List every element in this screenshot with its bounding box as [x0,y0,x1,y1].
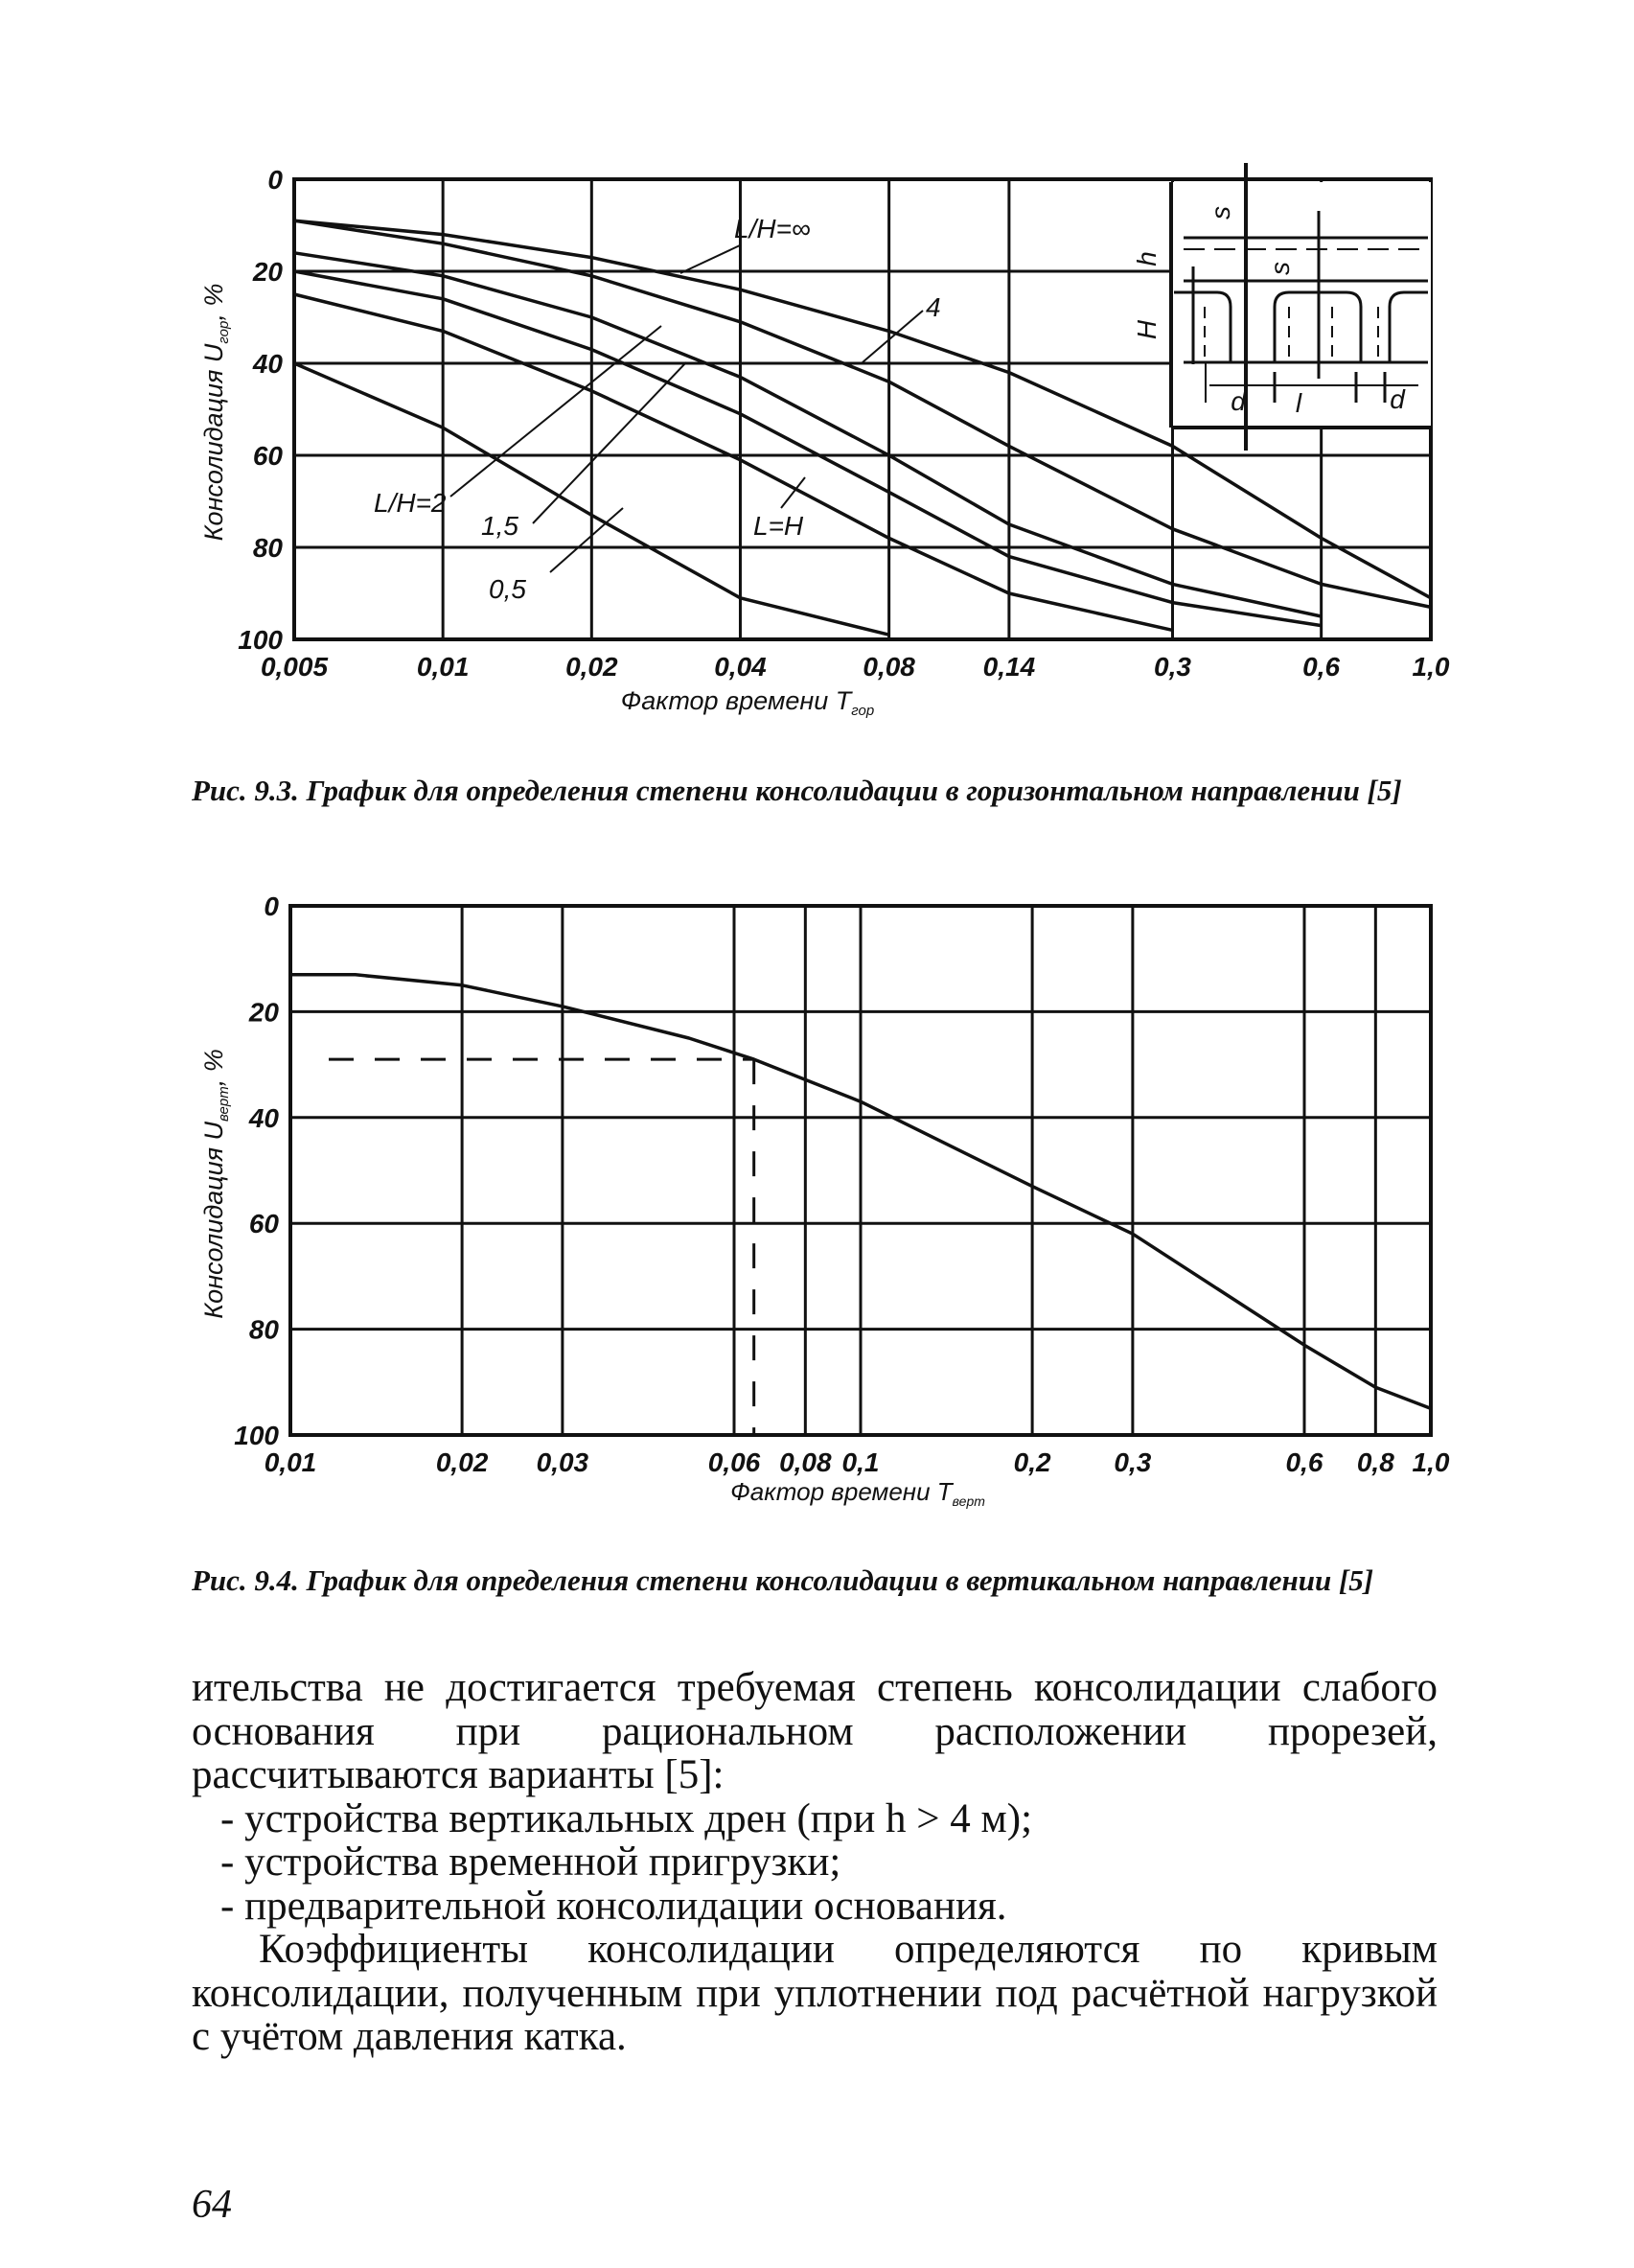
curve-label-1-5: 1,5 [481,511,518,541]
x-axis-label: Фактор времени $T_{верт}$ [730,1477,985,1509]
x-axis-label: Фактор времени $T_{гор}$ [620,686,875,719]
x-tick-label: 0,8 [1356,1447,1394,1477]
x-tick-label: 0,02 [435,1447,489,1477]
vertical-consolidation-chart [0,844,1634,1534]
x-tick-label: 0,1 [841,1447,880,1477]
figure-9-4-caption: Рис. 9.4. График для определения степени консолидации в вертикальном направлении [5] [192,1563,1374,1597]
inset-label: H [1132,319,1162,340]
x-tick-label: 1,0 [1412,1447,1450,1477]
x-tick-label: 0,3 [1154,652,1191,682]
x-tick-label: 0,08 [779,1447,832,1477]
x-tick-label: 0,01 [264,1447,317,1477]
curve-label-leader [550,508,623,572]
x-tick-label: 0,14 [982,652,1036,682]
list-item: - предварительной консолидации основания. [220,1883,1007,1929]
figure-9-3-caption: Рис. 9.3. График для определения степени консолидации в горизонтальном направлении [5] [192,774,1402,807]
y-tick-label: 80 [248,1314,279,1345]
series-line-4 [294,271,1322,626]
curve-label-inf: L/H=∞ [734,214,811,243]
x-tick-label: 0,04 [714,652,767,682]
x-tick-label: 0,02 [565,652,618,682]
inset-label: s [1265,262,1295,275]
y-tick-label: 60 [252,441,283,471]
x-tick-label: 0,2 [1013,1447,1051,1477]
curve-label-2: L/H=2 [374,488,447,518]
x-tick-label: 0,6 [1285,1447,1323,1477]
list-item: - устройства вертикальных дрен (при h > 4 м); [220,1795,1033,1841]
reference-dashed-lines [329,1059,754,1435]
x-tick-label: 0,3 [1114,1447,1152,1477]
curve-label-0-5: 0,5 [489,574,526,604]
curve-label-l-eq-h: L=H [753,511,804,541]
inset-label: h [1132,251,1162,266]
x-tick-label: 0,08 [863,652,915,682]
inset-label: l [1295,388,1302,418]
y-tick-label: 40 [252,349,283,379]
y-tick-label: 80 [252,533,283,563]
body-text [192,1666,1438,2059]
list-item: - устройства временной пригрузки; [220,1840,841,1885]
x-tick-label: 0,06 [707,1447,761,1477]
inset-label: d [1390,384,1405,414]
curve-label-leader [680,245,740,273]
page-number: 64 [192,2183,232,2227]
x-tick-label: 0,01 [416,652,470,682]
x-tick-label: 0,005 [260,652,329,682]
horizontal-consolidation-chart [0,0,1634,748]
inset-label: s [1206,206,1235,220]
curve-label-leader [450,326,661,497]
y-tick-label: 60 [248,1209,279,1239]
x-tick-label: 0,6 [1302,652,1341,682]
x-tick-label: 0,03 [536,1447,589,1477]
y-tick-label: 20 [248,997,279,1028]
y-tick-label: 100 [234,1421,279,1450]
paragraph: Коэффициенты консолидации определяются по кривым консолидации, полученным при уплотнении под расчётной нагрузкой с учётом давления катка. [192,1927,1438,2059]
x-tick-label: 1,0 [1412,652,1450,682]
y-tick-label: 0 [264,891,279,921]
drain-layout-inset [1132,163,1431,451]
inset-label: d [1231,386,1246,416]
y-tick-label: 100 [238,625,283,655]
y-tick-label: 20 [252,257,283,287]
curve-label-4: 4 [926,292,941,322]
y-tick-label: 0 [267,165,283,195]
y-axis-label: Консолидация $U_{верт}$, % [199,1049,232,1319]
y-tick-label: 40 [248,1102,279,1133]
curve-label-leader [863,311,923,362]
y-axis-label: Консолидация $U_{гор}$, % [199,283,232,542]
curve-label-leader [533,362,686,523]
paragraph: ительства не достигается требуемая степень консолидации слабого основания при рациональном расположении прорезей, рассчитываются варианты [5]: [192,1665,1438,1797]
